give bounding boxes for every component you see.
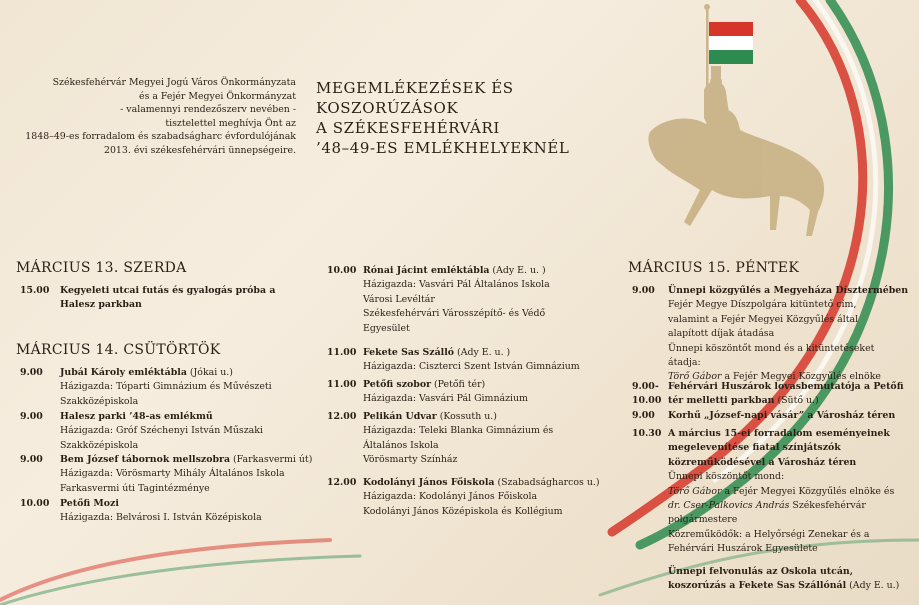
day-heading-march-13: MÁRCIUS 13. SZERDA [16,260,187,276]
day-heading-march-15: MÁRCIUS 15. PÉNTEK [628,260,800,276]
invitation-text: Székesfehérvár Megyei Jogú Város Önkormányzata és a Fejér Megyei Önkormányzat - valamennyi rendezőszerv nevében - tisztelettel meghívja Önt az 1848–49-es forradalom és szabadságharc évfordulójának 2013. évi székesfehérvári ünnepségeire. [25,77,296,156]
page-title: MEGEMLÉKEZÉSEK ÉS KOSZORÚZÁSOK A SZÉKESFEHÉRVÁRI ’48–49-ES EMLÉKHELYEKNÉL [316,79,570,157]
day-heading-march-14: MÁRCIUS 14. CSÜTÖRTÖK [16,342,221,358]
hungarian-flag [709,22,753,64]
